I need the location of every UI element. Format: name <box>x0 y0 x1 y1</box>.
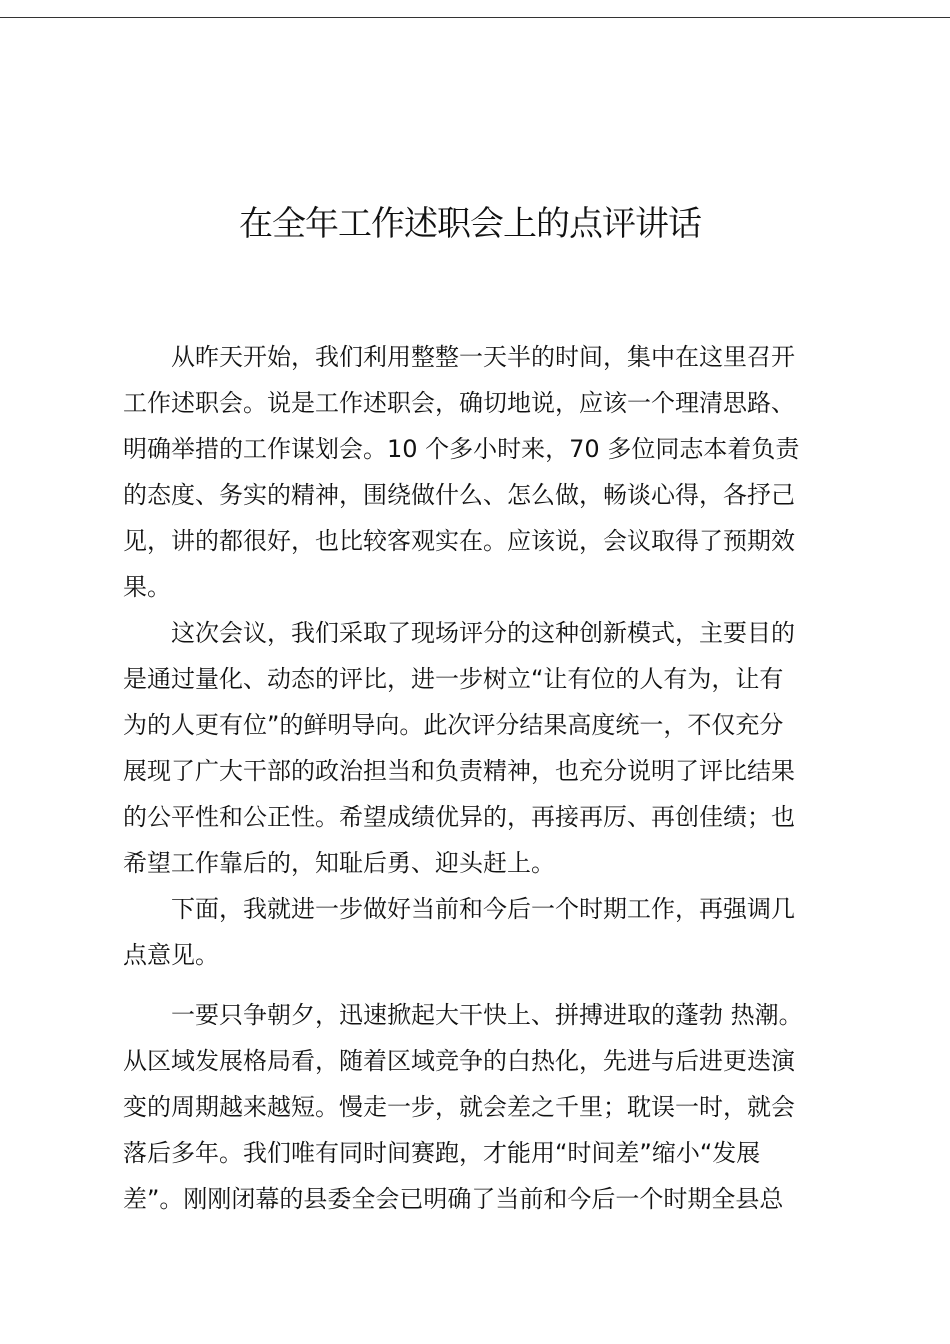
paragraph-1 <box>123 334 823 610</box>
paragraph-line: 希望工作靠后的，知耻后勇、迎头赶上。 <box>123 849 555 877</box>
paragraph-line: 这次会议，我们采取了现场评分的这种创新模式，主要目的 <box>171 619 795 647</box>
paragraph-line: 果。 <box>123 573 171 601</box>
paragraph-line: 见，讲的都很好，也比较客观实在。应该说，会议取得了预期效 <box>123 527 795 555</box>
paragraph-line: 为的人更有位”的鲜明导向。此次评分结果高度统一，不仅充分 <box>123 711 784 739</box>
document-title: 在全年工作述职会上的点评讲话 <box>239 204 701 244</box>
paragraph-line: 是通过量化、动态的评比，进一步树立“让有位的人有为，让有 <box>123 665 784 693</box>
paragraph-line: 变的周期越来越短。慢走一步，就会差之千里；耽误一时，就会 <box>123 1093 795 1121</box>
paragraph-line: 一要只争朝夕，迅速掀起大干快上、拼搏进取的蓬勃 热潮。 <box>171 1001 803 1029</box>
paragraph-line: 的公平性和公正性。希望成绩优异的，再接再厉、再创佳绩；也 <box>123 803 795 831</box>
paragraph-line: 差”。刚刚闭幕的县委全会已明确了当前和今后一个时期全县总 <box>123 1185 784 1213</box>
paragraph-2 <box>123 610 823 886</box>
header-rule <box>0 17 950 18</box>
paragraph-line: 从昨天开始，我们利用整整一天半的时间，集中在这里召开 <box>171 343 795 371</box>
paragraph-line: 落后多年。我们唯有同时间赛跑，才能用“时间差”缩小“发展 <box>123 1139 761 1167</box>
paragraph-line: 的态度、务实的精神，围绕做什么、怎么做，畅谈心得，各抒己 <box>123 481 795 509</box>
paragraph-line: 下面，我就进一步做好当前和今后一个时期工作，再强调几 <box>171 895 795 923</box>
paragraph-line: 点意见。 <box>123 941 219 969</box>
paragraph-line: 展现了广大干部的政治担当和负责精神，也充分说明了评比结果 <box>123 757 795 785</box>
paragraph-4 <box>123 992 823 1222</box>
paragraph-line: 明确举措的工作谋划会。10 个多小时来，70 多位同志本着负责 <box>123 435 800 463</box>
paragraph-3 <box>123 886 823 978</box>
paragraph-line: 从区域发展格局看，随着区域竞争的白热化，先进与后进更迭演 <box>123 1047 795 1075</box>
paragraph-line: 工作述职会。说是工作述职会，确切地说，应该一个理清思路、 <box>123 389 795 417</box>
